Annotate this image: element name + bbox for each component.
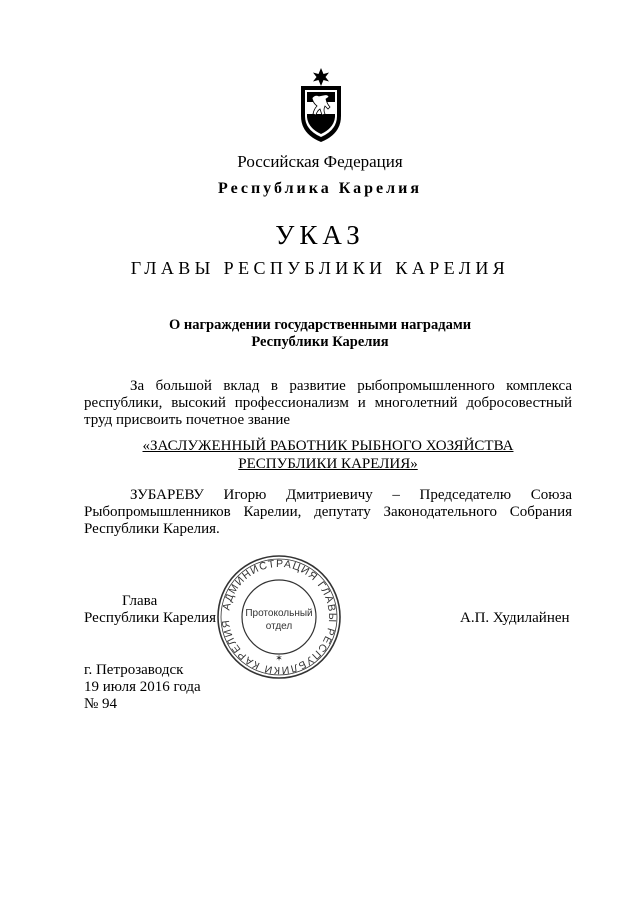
country-name: Российская Федерация — [237, 152, 403, 171]
decree-number: № 94 — [84, 696, 118, 712]
official-stamp — [215, 553, 343, 681]
recipient-line-3: Республики Карелия. — [84, 521, 220, 537]
preamble-line-3: труд присвоить почетное звание — [84, 412, 291, 428]
preamble-paragraph — [84, 378, 572, 429]
recipient-paragraph — [84, 487, 572, 538]
subject-line-1: О награждении государственными наградами — [168, 317, 472, 333]
recipient-line-2: Рыбопромышленников Карелии, депутату Законодательного Собрания — [84, 504, 572, 520]
document-type: УКАЗ — [275, 220, 365, 250]
recipient-line-1: ЗУБАРЕВУ Игорю Дмитриевичу – Председателю Союза — [130, 487, 572, 503]
signatory-title-line-1: Глава — [122, 593, 158, 609]
award-title-line-2: РЕСПУБЛИКИ КАРЕЛИЯ» — [238, 456, 418, 472]
preamble-line-2: республики, высокий профессионализм и многолетний добросовестный — [84, 395, 572, 411]
award-title-line-1: «ЗАСЛУЖЕННЫЙ РАБОТНИК РЫБНОГО ХОЗЯЙСТВА — [142, 438, 514, 454]
karelia-coat-of-arms-icon — [296, 66, 346, 144]
republic-name: Республика Карелия — [218, 180, 422, 197]
city: г. Петрозаводск — [84, 662, 184, 678]
decree-date: 19 июля 2016 года — [84, 679, 201, 695]
signatory-name: А.П. Худилайнен — [460, 610, 570, 626]
stamp-inner-line-1: Протокольный — [245, 608, 313, 619]
preamble-line-1: За большой вклад в развитие рыбопромышленного комплекса — [130, 378, 572, 394]
svg-text:✶: ✶ — [275, 653, 283, 663]
issuer-title: ГЛАВЫ РЕСПУБЛИКИ КАРЕЛИЯ — [130, 258, 510, 278]
subject-line-2: Республики Карелия — [251, 334, 389, 350]
stamp-inner-line-2: отдел — [265, 621, 293, 632]
stamp-outer-text: АДМИНИСТРАЦИЯ ГЛАВЫ РЕСПУБЛИКИ КАРЕЛИЯ — [219, 557, 339, 677]
signatory-title-line-2: Республики Карелия — [84, 610, 217, 626]
